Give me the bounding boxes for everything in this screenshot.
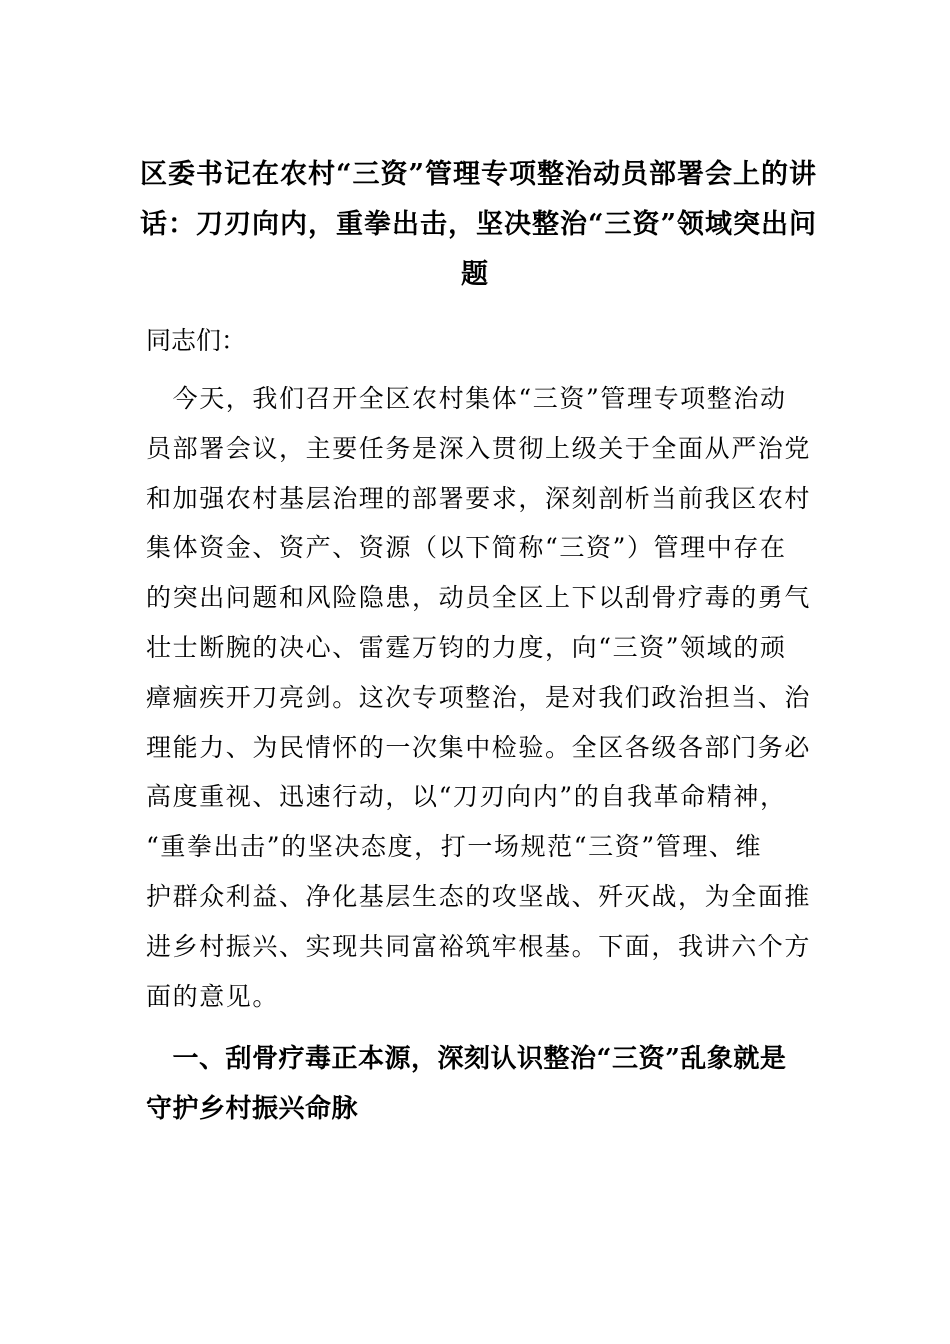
- paragraph-line: “重拳出击”的坚决态度，打一场规范“三资”管理、维: [146, 832, 763, 862]
- paragraph-line: 瘴痼疾开刀亮剑。这次专项整治，是对我们政治担当、治: [146, 682, 812, 712]
- paragraph-line: 高度重视、迅速行动，以“刀刃向内”的自我革命精神，: [146, 782, 787, 812]
- section-heading-line: 一、刮骨疗毒正本源，深刻认识整治“三资”乱象就是: [146, 1044, 787, 1074]
- paragraph-line: 和加强农村基层治理的部署要求，深刻剖析当前我区农村: [146, 483, 812, 513]
- paragraph-line: 今天，我们召开全区农村集体“三资”管理专项整治动: [146, 384, 787, 413]
- paragraph-line: 面的意见。: [146, 981, 280, 1011]
- section-heading: [146, 1034, 816, 1134]
- paragraph-line: 集体资金、资产、资源（以下简称“三资”）管理中存在: [146, 533, 787, 563]
- greeting: 同志们：: [146, 326, 247, 355]
- body-paragraph: [146, 374, 816, 1021]
- paragraph-line: 的突出问题和风险隐患，动员全区上下以刮骨疗毒的勇气: [146, 583, 812, 613]
- paragraph-line: 进乡村振兴、实现共同富裕筑牢根基。下面，我讲六个方: [146, 931, 812, 961]
- paragraph-line: 护群众利益、净化基层生态的攻坚战、歼灭战，为全面推: [146, 881, 812, 911]
- paragraph-line: 理能力、为民情怀的一次集中检验。全区各级各部门务必: [146, 732, 812, 762]
- title-line: 题: [461, 259, 489, 290]
- section-heading-line: 守护乡村振兴命脉: [146, 1094, 359, 1124]
- title-line: 话：刀刃向内，重拳出击，坚决整治“三资”领域突出问: [140, 209, 818, 240]
- title-line: 区委书记在农村“三资”管理专项整治动员部署会上的讲: [140, 159, 818, 190]
- paragraph-line: 壮士断腕的决心、雷霆万钧的力度，向“三资”领域的顽: [146, 632, 787, 662]
- document-title: [140, 150, 818, 300]
- paragraph-line: 员部署会议，主要任务是深入贯彻上级关于全面从严治党: [146, 433, 812, 463]
